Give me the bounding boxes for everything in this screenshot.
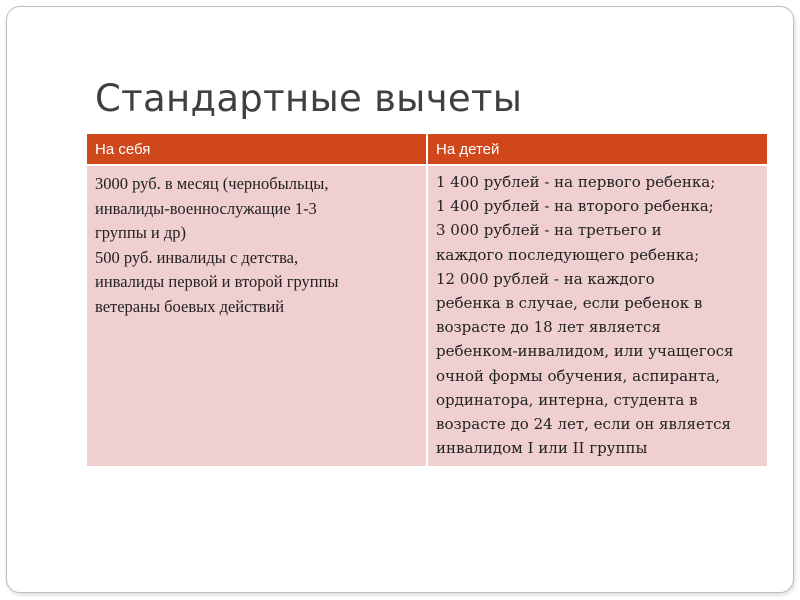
slide-title: Стандартные вычеты xyxy=(95,77,523,120)
cell-line: каждого последующего ребенка; xyxy=(436,245,700,264)
cell-line: 500 руб. инвалиды с детства, xyxy=(95,247,299,267)
cell-line: ребенка в случае, если ребенок в xyxy=(436,294,703,313)
cell-children xyxy=(427,165,767,466)
cell-line: очной формы обучения, аспиранта, xyxy=(436,366,721,385)
cell-line: инвалидом I или II группы xyxy=(436,439,648,458)
cell-line: 3000 руб. в месяц (чернобыльцы, xyxy=(95,174,329,193)
header-self: На себя xyxy=(87,134,427,165)
cell-line: инвалиды первой и второй группы xyxy=(95,272,339,291)
slide xyxy=(6,6,794,593)
cell-self xyxy=(87,165,427,466)
cell-line: 1 400 рублей - на первого ребенка; xyxy=(436,173,716,191)
deductions-table xyxy=(87,134,767,466)
cell-line: инвалиды-военнослужащие 1-3 xyxy=(95,198,317,218)
cell-line: 12 000 рублей - на каждого xyxy=(436,269,655,288)
cell-line: группы и др) xyxy=(95,223,187,242)
cell-line: 1 400 рублей - на второго ребенка; xyxy=(436,197,714,216)
cell-line: 3 000 рублей - на третьего и xyxy=(436,221,662,240)
cell-line: ординатора, интерна, студента в xyxy=(436,390,698,409)
cell-line: ветераны боевых действий xyxy=(95,296,285,316)
header-children: На детей xyxy=(427,134,767,165)
table-row xyxy=(87,165,767,466)
table-header-row xyxy=(87,134,767,165)
cell-line: возрасте до 18 лет является xyxy=(436,318,661,337)
cell-line: ребенком-инвалидом, или учащегося xyxy=(436,342,734,361)
cell-line: возрасте до 24 лет, если он является xyxy=(436,415,731,434)
